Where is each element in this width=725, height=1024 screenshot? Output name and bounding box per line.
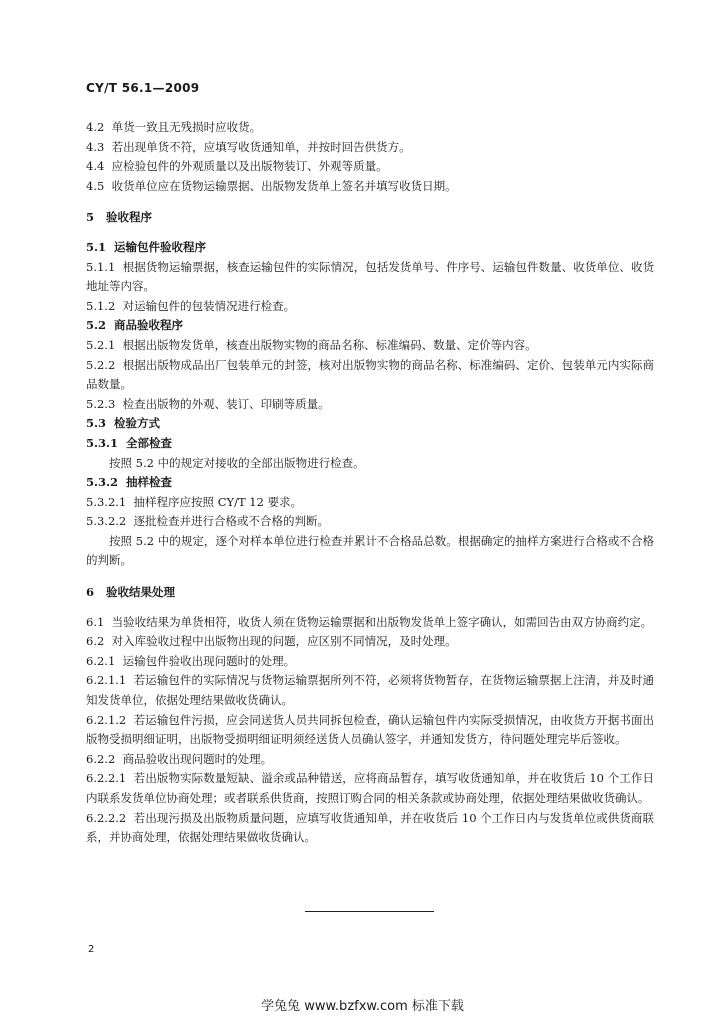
clause-text: 若运输包件污损，应会同送货人员共同拆包检查，确认运输包件内实际受损情况，由收货方开据书面出版物受损明细证明，出版物受损明细证明须经送货人员确认签字，并通知发货方，待问题处理完毕后签收。: [86, 712, 655, 747]
clause-text: 根据货物运输票据，核查运输包件的实际情况，包括发货单号、件序号、运输包件数量、收货单位、收货地址等内容。: [86, 259, 655, 294]
clause-6-2: [86, 632, 654, 652]
clause-number: 4.4: [86, 159, 105, 174]
clause-title: 运输包件验收程序: [114, 239, 207, 254]
clause-text: 商品验收出现问题时的处理。: [122, 751, 273, 766]
section-6-heading: [86, 583, 654, 603]
document-body: [86, 118, 654, 848]
clause-number: 6.2: [86, 634, 105, 649]
clause-4-5: [86, 177, 654, 197]
clause-text: 根据出版物发货单，核查出版物实物的商品名称、标准编码、数量、定价等内容。: [122, 337, 537, 352]
clause-5-2-1: [86, 336, 654, 356]
clause-text: 若出现污损及出版物质量问题，应填写收货通知单，并在收货后 10 个工作日内与发货单位或供货商联系，并协商处理，依据处理结果做收货确认。: [86, 810, 654, 845]
clause-6-2-2: [86, 750, 654, 770]
standard-code-header: CY/T 56.1—2009: [86, 81, 200, 95]
clause-number: 5.3.2.2: [86, 514, 127, 529]
clause-6-2-2-2: [86, 809, 654, 848]
section-number: 5: [86, 210, 95, 225]
clause-4-3: [86, 138, 654, 158]
page-number: 2: [88, 944, 95, 955]
clause-number: 4.2: [86, 120, 105, 134]
clause-text: 若出版物实际数量短缺、溢余或品种错送，应将商品暂存，填写收货通知单，并在收货后 10 个工作日内联系发货单位协商处理；或者联系供货商，按照订购合同的相关条款或协商处理，依据处理结果做收货确认。: [86, 771, 654, 805]
clause-5-3-2-2: [86, 512, 654, 532]
clause-number: 6.2.2.2: [86, 810, 127, 825]
clause-text: 根据出版物成品出厂包装单元的封签，核对出版物实物的商品名称、标准编码、定价、包装单元内实际商品数量。: [86, 357, 655, 392]
clause-5-3-heading: [86, 414, 654, 434]
clause-6-2-1-1: [86, 671, 654, 710]
clause-text: 若出现单货不符，应填写收货通知单，并按时回告供货方。: [111, 139, 411, 154]
clause-number: 5.2: [86, 318, 107, 333]
clause-number: 5.2.3: [86, 396, 116, 411]
clause-5-2-heading: [86, 316, 654, 336]
clause-text: 检查出版物的外观、装订、印刷等质量。: [122, 396, 330, 411]
section-title: 验收程序: [106, 210, 153, 225]
clause-text: 应检验包件的外观质量以及出版物装订、外观等质量。: [111, 159, 388, 174]
clause-number: 4.5: [86, 178, 105, 193]
clause-number: 6.2.1.1: [86, 673, 127, 688]
clause-title: 抽样检查: [126, 475, 173, 490]
clause-5-2-3: [86, 395, 654, 415]
clause-5-1-1: [86, 258, 654, 297]
clause-text: 抽样程序应按照 CY/T 12 要求。: [133, 494, 303, 509]
clause-5-3-2-1: [86, 493, 654, 513]
watermark-footer: 学兔兔 www.bzfxw.com 标准下载: [261, 999, 464, 1014]
clause-number: 6.2.2: [86, 751, 116, 766]
clause-6-2-1-2: [86, 711, 654, 750]
clause-5-3-1-heading: [86, 434, 654, 454]
clause-number: 5.3.1: [86, 435, 119, 450]
clause-text: 若运输包件的实际情况与货物运输票据所列不符，必须将货物暂存，在货物运输票据上注清，并及时通知发货单位，依据处理结果做收货确认。: [86, 673, 655, 708]
clause-title: 检验方式: [114, 416, 161, 431]
clause-number: 4.3: [86, 139, 105, 154]
clause-title: 商品验收程序: [114, 318, 184, 333]
clause-5-3-1-text: 按照 5.2 中的规定对接收的全部出版物进行检查。: [109, 455, 365, 470]
clause-number: 6.2.2.1: [86, 771, 127, 786]
clause-title: 全部检查: [126, 435, 173, 450]
clause-6-1: [86, 613, 654, 633]
clause-number: 5.1.2: [86, 298, 116, 313]
clause-number: 5.3.2.1: [86, 494, 127, 509]
clause-number: 5.2.1: [86, 337, 116, 352]
clause-number: 5.2.2: [86, 357, 116, 372]
clause-5-1-2: [86, 297, 654, 317]
clause-number: 6.1: [86, 614, 105, 629]
clause-number: 5.3: [86, 416, 107, 431]
clause-text: 逐批检查并进行合格或不合格的判断。: [133, 514, 330, 529]
clause-6-2-2-1: [86, 769, 654, 808]
clause-text: 对入库验收过程中出版物出现的问题，应区别不同情况，及时处理。: [111, 634, 457, 649]
clause-number: 6.2.1.2: [86, 712, 127, 727]
clause-text: 收货单位应在货物运输票据、出版物发货单上签名并填写收货日期。: [111, 178, 457, 193]
end-rule: [305, 911, 434, 912]
clause-5-2-2: [86, 356, 654, 395]
clause-5-3-2-2-paragraph: 按照 5.2 中的规定，逐个对样本单位进行检查并累计不合格品总数。根据确定的抽样方案进行合格或不合格的判断。: [86, 533, 654, 568]
clause-5-3-2-heading: [86, 473, 654, 493]
clause-number: 5.3.2: [86, 475, 119, 490]
section-number: 6: [86, 585, 95, 600]
clause-4-2: [86, 118, 654, 138]
clause-text: 运输包件验收出现问题时的处理。: [122, 653, 296, 668]
clause-6-2-1: [86, 652, 654, 672]
clause-5-1-heading: [86, 238, 654, 258]
clause-number: 6.2.1: [86, 653, 116, 668]
clause-number: 5.1.1: [86, 259, 116, 274]
clause-text: 单货一致且无残损时应收货。: [111, 120, 262, 134]
clause-text: 对运输包件的包装情况进行检查。: [122, 298, 296, 313]
clause-4-4: [86, 157, 654, 177]
section-title: 验收结果处理: [106, 585, 176, 600]
section-5-heading: [86, 208, 654, 228]
clause-text: 当验收结果为单货相符，收货人须在货物运输票据和出版物发货单上签字确认，如需回告由双方协商约定。: [111, 614, 653, 629]
clause-number: 5.1: [86, 239, 107, 254]
